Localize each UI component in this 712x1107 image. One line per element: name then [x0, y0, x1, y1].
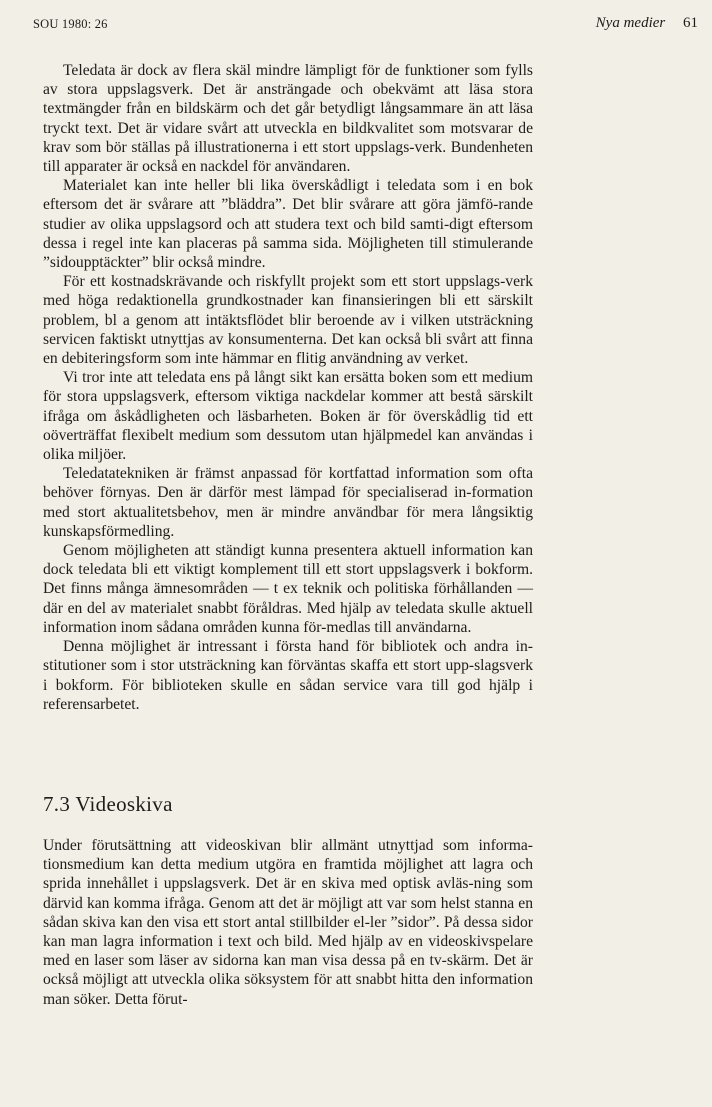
header-right: [596, 15, 698, 32]
paragraph: För ett kostnadskrävande och riskfyllt projekt som ett stort uppslags-verk med höga redaktionella grundkostnader kan finansieringen bli ett särskilt problem, bl a genom att intäktsflödet blir beroende av i vilken utsträckning servicen faktiskt utnyttjas av konsumenterna. Det kan också bli svårt att finna en debiteringsform som inte hämmar en flitig användning av verket.: [43, 273, 533, 368]
body-text-bottom: [43, 836, 533, 1009]
paragraph: Materialet kan inte heller bli lika överskådligt i teledata som i en bok eftersom det är svårare att ”bläddra”. Det blir svårare att göra jämfö-rande studier av olika uppslagsord och att studera text och bild samti-digt eftersom dessa i regel inte kan placeras på samma sida. Möjligheten till stimulerande ”sidoupptäckter” blir också mindre.: [43, 177, 533, 272]
paragraph: Under förutsättning att videoskivan blir allmänt utnyttjad som informa-tionsmedium kan detta medium utgöra en framtida möjlighet att lagra och sprida innehållet i uppslagsverk. Det är en skiva med optisk avläs-ning som därvid kan komma ifråga. Genom att det är möjligt att var som helst stanna en sådan skiva kan den visa ett stort antal stillbilder el-ler ”sidor”. På dessa sidor kan man lagra information i text och bild. Med hjälp av en videoskivspelare med en laser som läser av sidorna kan man visa dessa på en tv-skärm. Det är också möjligt att utveckla olika söksystem för att snabbt hitta den information man söker. Detta förut-: [43, 837, 533, 1008]
section-title: Nya medier: [595, 15, 666, 31]
paragraph: Genom möjligheten att ständigt kunna presentera aktuell information kan dock teledata bli ett viktigt komplement till ett stort uppslagsverk i bokform. Det finns många ämnesområden — t ex teknik och politiska förhållanden — där en del av materialet snabbt föråldras. Med hjälp av teledata skulle aktuell information inom sådana områden kunna för-medlas till användarna.: [43, 542, 533, 636]
paragraph: Teledata är dock av flera skäl mindre lämpligt för de funktioner som fylls av stora uppslagsverk. Det är ansträngade och obekvämt att läsa stora textmängder från en bildskärm och det går betydligt långsammare än att läsa tryckt text. Det är vidare svårt att utveckla en bildkvalitet som motsvarar de krav som bör ställas på illustrationerna i ett stort uppslags-verk. Bundenheten till apparater är också en nackdel för användaren.: [43, 62, 533, 176]
running-header: [33, 15, 698, 37]
page-number: 61: [683, 15, 698, 31]
section-heading: 7.3 Videoskiva: [43, 792, 173, 816]
paragraph: Denna möjlighet är intressant i första hand för bibliotek och andra in-stitutioner som i stor utsträckning kan förväntas skaffa ett stort upp-slagsverk i bokform. För biblioteken skulle en sådan service vara till god hjälp i referensarbetet.: [43, 638, 533, 713]
paragraph: Teledatatekniken är främst anpassad för kortfattad information som ofta behöver förnyas. Den är därför mest lämpad för specialiserad in-formation med stort aktualitetsbehov, men är mindre användbar för mera långsiktig kunskapsförmedling.: [43, 465, 533, 540]
publication-reference: SOU 1980: 26: [33, 17, 108, 31]
paragraph: Vi tror inte att teledata ens på långt sikt kan ersätta boken som ett medium för stora uppslagsverk, eftersom viktiga nackdelar kommer att bestå särskilt ifråga om åskådligheten och läsbarheten. Boken är för överskådlig tid ett oöverträffat flexibelt medium som dessutom utan hjälpmedel kan användas i olika miljöer.: [43, 369, 533, 464]
body-text-top: [43, 61, 533, 714]
